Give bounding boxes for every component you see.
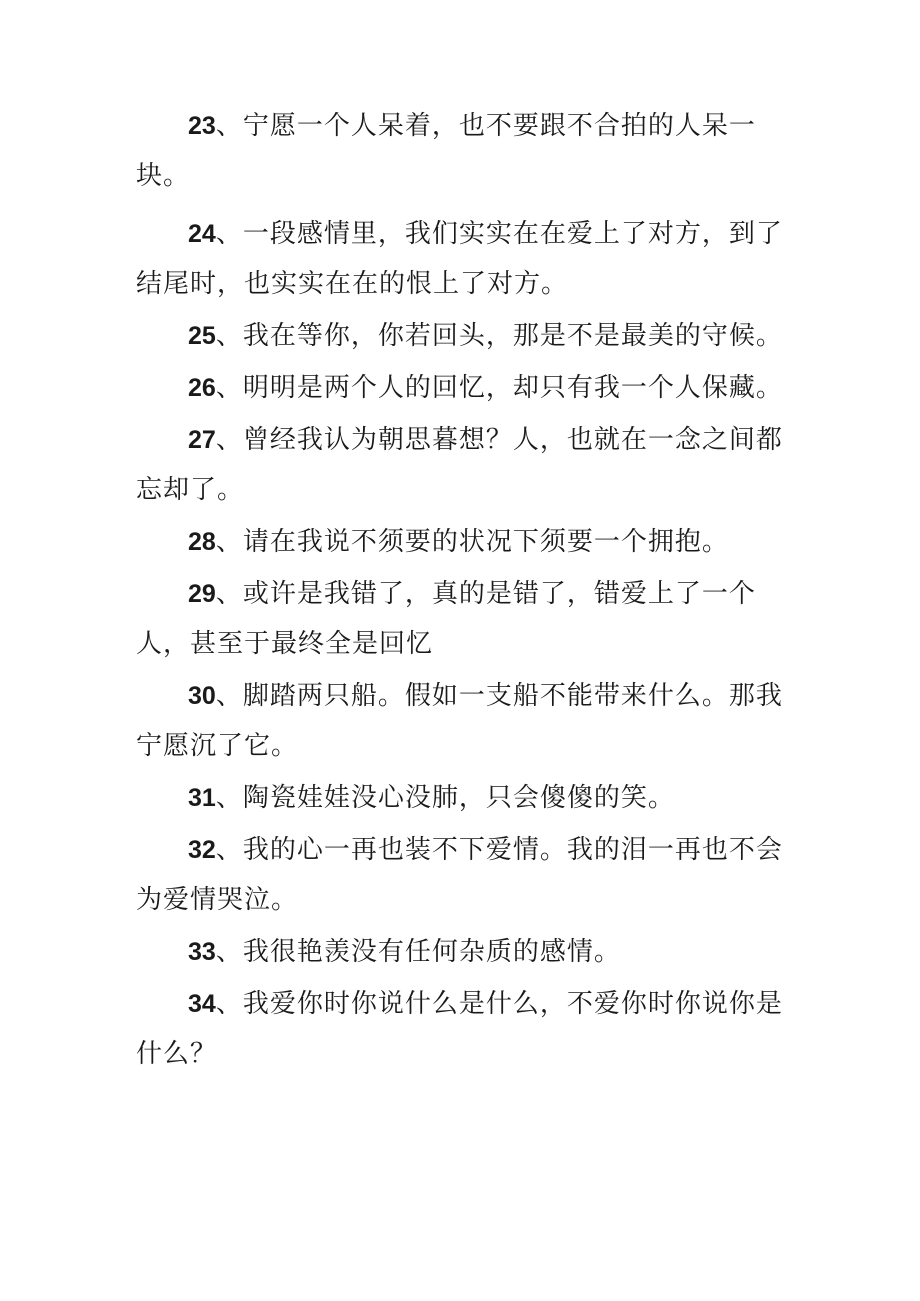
item-number: 32 [188, 836, 216, 864]
item-text: 、明明是两个人的回忆，却只有我一个人保藏。 [215, 373, 783, 403]
item-text: 、曾经我认为朝思暮想？人，也就在一念之间都忘却了。 [136, 425, 783, 505]
quote-list [136, 101, 786, 1079]
item-number: 24 [188, 220, 216, 248]
list-item [136, 363, 786, 413]
list-item [136, 101, 786, 201]
list-item [136, 415, 786, 515]
item-text: 、脚踏两只船。假如一支船不能带来什么。那我宁愿沉了它。 [136, 681, 783, 761]
list-item [136, 569, 786, 669]
item-text: 、陶瓷娃娃没心没肺，只会傻傻的笑。 [215, 783, 675, 813]
item-number: 28 [188, 528, 216, 556]
list-item [136, 671, 786, 771]
item-number: 30 [188, 682, 216, 710]
item-text: 、一段感情里，我们实实在在爱上了对方，到了结尾时，也实实在在的恨上了对方。 [136, 219, 783, 299]
item-text: 、我在等你，你若回头，那是不是最美的守候。 [215, 321, 783, 351]
item-number: 29 [188, 580, 216, 608]
list-item [136, 773, 786, 823]
item-text: 、宁愿一个人呆着，也不要跟不合拍的人呆一块。 [136, 111, 756, 191]
list-item [136, 927, 786, 977]
item-text: 、我的心一再也装不下爱情。我的泪一再也不会为爱情哭泣。 [136, 835, 783, 915]
item-number: 26 [188, 374, 216, 402]
list-item [136, 311, 786, 361]
item-text: 、我爱你时你说什么是什么，不爱你时你说你是什么？ [136, 989, 783, 1069]
list-item [136, 209, 786, 309]
list-item [136, 825, 786, 925]
item-text: 、或许是我错了，真的是错了，错爱上了一个人，甚至于最终全是回忆 [136, 579, 756, 659]
item-number: 25 [188, 322, 216, 350]
list-item [136, 979, 786, 1079]
item-number: 27 [188, 426, 216, 454]
item-number: 31 [188, 784, 216, 812]
item-text: 、请在我说不须要的状况下须要一个拥抱。 [215, 527, 729, 557]
item-number: 33 [188, 938, 216, 966]
item-text: 、我很艳羡没有任何杂质的感情。 [215, 937, 621, 967]
item-number: 34 [188, 990, 216, 1018]
list-item [136, 517, 786, 567]
item-number: 23 [188, 112, 216, 140]
